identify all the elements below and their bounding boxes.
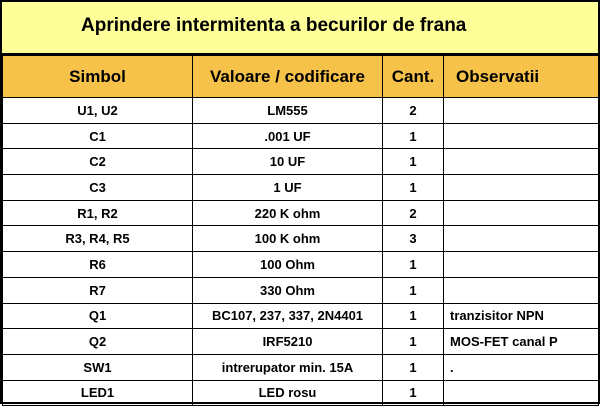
- cell-observatii: [444, 200, 599, 226]
- table-row: [3, 380, 599, 406]
- cell-cant: 1: [383, 303, 444, 329]
- cell-observatii: [444, 175, 599, 201]
- column-header-cant: Cant.: [383, 56, 444, 98]
- header-row: [3, 56, 599, 98]
- cell-valoare: 220 K ohm: [193, 200, 383, 226]
- cell-cant: 1: [383, 123, 444, 149]
- cell-cant: 2: [383, 200, 444, 226]
- table-row: [3, 123, 599, 149]
- cell-observatii: .: [444, 354, 599, 380]
- cell-simbol: Q2: [3, 329, 193, 355]
- column-header-valoare: Valoare / codificare: [193, 56, 383, 98]
- cell-observatii: MOS-FET canal P: [444, 329, 599, 355]
- cell-valoare: BC107, 237, 337, 2N4401: [193, 303, 383, 329]
- table-row: [3, 354, 599, 380]
- cell-valoare: IRF5210: [193, 329, 383, 355]
- cell-observatii: [444, 277, 599, 303]
- cell-simbol: R1, R2: [3, 200, 193, 226]
- cell-valoare: 10 UF: [193, 149, 383, 175]
- cell-observatii: [444, 123, 599, 149]
- cell-valoare: .001 UF: [193, 123, 383, 149]
- cell-cant: 3: [383, 226, 444, 252]
- title-bar: [2, 2, 598, 55]
- cell-simbol: C2: [3, 149, 193, 175]
- cell-observatii: [444, 380, 599, 406]
- table-row: [3, 277, 599, 303]
- cell-cant: 1: [383, 175, 444, 201]
- cell-simbol: R7: [3, 277, 193, 303]
- column-header-observatii: Observatii: [444, 56, 599, 98]
- cell-valoare: LM555: [193, 98, 383, 124]
- cell-valoare: 330 Ohm: [193, 277, 383, 303]
- cell-cant: 1: [383, 149, 444, 175]
- cell-simbol: SW1: [3, 354, 193, 380]
- table-row: [3, 149, 599, 175]
- column-header-simbol: Simbol: [3, 56, 193, 98]
- cell-valoare: 100 Ohm: [193, 252, 383, 278]
- table-row: [3, 329, 599, 355]
- table-row: [3, 226, 599, 252]
- cell-valoare: 100 K ohm: [193, 226, 383, 252]
- cell-simbol: Q1: [3, 303, 193, 329]
- cell-cant: 1: [383, 252, 444, 278]
- cell-cant: 1: [383, 380, 444, 406]
- cell-simbol: U1, U2: [3, 98, 193, 124]
- table-row: [3, 303, 599, 329]
- table-row: [3, 252, 599, 278]
- cell-observatii: [444, 226, 599, 252]
- table-row: [3, 98, 599, 124]
- cell-observatii: [444, 252, 599, 278]
- cell-observatii: [444, 98, 599, 124]
- cell-observatii: tranzisitor NPN: [444, 303, 599, 329]
- cell-valoare: 1 UF: [193, 175, 383, 201]
- cell-simbol: C3: [3, 175, 193, 201]
- cell-cant: 1: [383, 354, 444, 380]
- table-row: [3, 175, 599, 201]
- cell-observatii: [444, 149, 599, 175]
- cell-cant: 2: [383, 98, 444, 124]
- cell-valoare: intrerupator min. 15A: [193, 354, 383, 380]
- cell-simbol: R6: [3, 252, 193, 278]
- cell-simbol: R3, R4, R5: [3, 226, 193, 252]
- cell-simbol: LED1: [3, 380, 193, 406]
- cell-valoare: LED rosu: [193, 380, 383, 406]
- table-row: [3, 200, 599, 226]
- cell-simbol: C1: [3, 123, 193, 149]
- cell-cant: 1: [383, 277, 444, 303]
- parts-table: [2, 55, 599, 406]
- page-title: Aprindere intermitenta a becurilor de frana: [81, 15, 467, 36]
- cell-cant: 1: [383, 329, 444, 355]
